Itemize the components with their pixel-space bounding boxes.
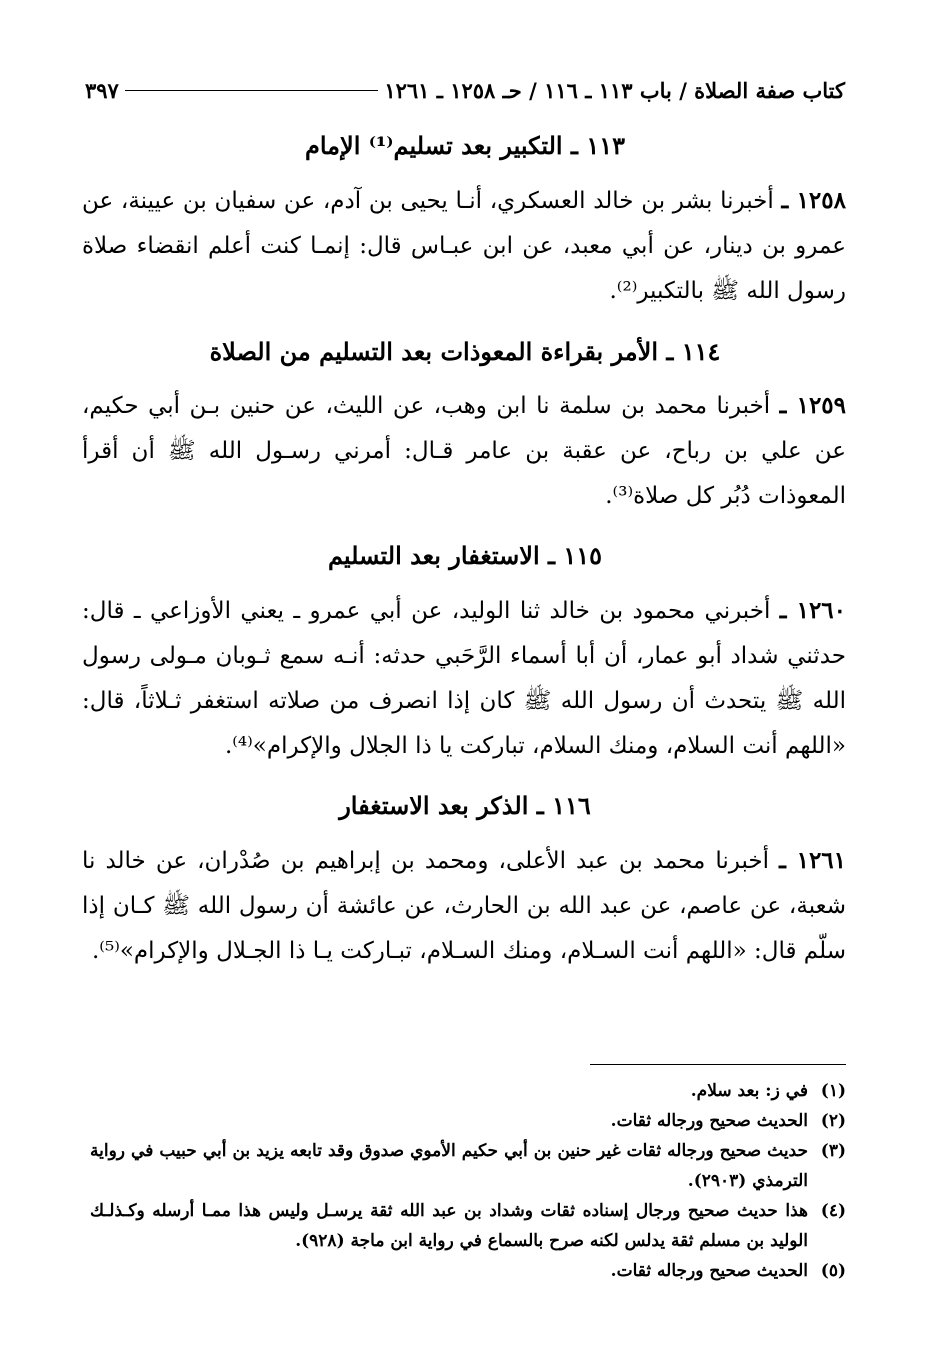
hadith-number: ١٢٦٠ ـ: [779, 597, 847, 624]
page-number: ٣٩٧: [85, 77, 119, 103]
header-rule: [125, 90, 378, 91]
hadith-text: أخبرني محمود بن خالد ثنا الوليد، عن أبي عمرو ـ يعني الأوزاعي ـ قال: حدثني شداد أبو عمار، أن أبا أسماء الرَّحَبي حدثه: أنـه سمع ثـوبان مـولى رسول الله ﷺ يتحدث أن رسول الله ﷺ كان إذا انصرف من صلاته استغفر ثـلاثاً، قال: «اللهم أنت السلام، ومنك السلام، تباركت يا ذا الجلال والإكرام»⁽⁴⁾.: [82, 598, 846, 759]
footnote-1: [90, 1076, 846, 1106]
footnote-number: (٤): [820, 1201, 846, 1221]
footnote-3: [90, 1136, 846, 1196]
hadith-text: أخبرنا محمد بن سلمة نا ابن وهب، عن الليث، عن حنين بـن أبي حكيم، عن علي بن رباح، عن عقبة بن عامر قـال: أمرني رسـول الله ﷺ أن أقرأ المعوذات دُبُر كل صلاة⁽³⁾.: [82, 393, 846, 509]
hadith-number: ١٢٥٨ ـ: [781, 187, 846, 214]
footnote-text: في ز: بعد سلام.: [690, 1081, 808, 1101]
hadith-1260: [82, 588, 846, 769]
hadith-1259: [82, 383, 846, 519]
footnote-text: الحديث صحيح ورجاله ثقات.: [610, 1111, 808, 1131]
footnote-4: [90, 1196, 846, 1256]
footnote-number: (٣): [820, 1141, 846, 1161]
hadith-number: ١٢٦١ ـ: [779, 847, 847, 874]
section-title-114: ١١٤ ـ الأمر بقراءة المعوذات بعد التسليم من الصلاة: [209, 337, 721, 366]
hadith-text: أخبرنا محمد بن عبد الأعلى، ومحمد بن إبراهيم بن صُدْران، عن خالد نا شعبة، عن عاصم، عن عبد الله بن الحارث، عن عائشة أن رسول الله ﷺ كـان إذا سلّم قال: «اللهم أنت السـلام، ومنك السـلام، تبـاركت يـا ذا الجـلال والإكرام»⁽⁵⁾.: [82, 848, 846, 964]
footnote-text: حديث صحيح ورجاله ثقات غير حنين بن أبي حكيم الأموي صدوق وقد تابعه يزيد بن أبي حبيب في رواية الترمذي (٢٩٠٣).: [90, 1141, 808, 1191]
section-title-116: ١١٦ ـ الذكر بعد الاستغفار: [339, 791, 591, 820]
section-title-113: ١١٣ ـ التكبير بعد تسليم⁽¹⁾ الإمام: [305, 131, 625, 160]
hadith-text: أخبرنا بشر بن خالد العسكري، أنـا يحيى بن آدم، عن سفيان بن عيينة، عن عمرو بن دينار، عن أبي معبد، عن ابن عبـاس قال: إنمـا كنت أعلم انقضاء صلاة رسول الله ﷺ بالتكبير⁽²⁾.: [82, 188, 846, 304]
footnote-text: هذا حديث صحيح ورجال إسناده ثقات وشداد بن عبد الله ثقة يرسـل وليس هذا ممـا أرسله وكـذلـك الوليد بن مسلم ثقة يدلس لكنه صرح بالسماع في رواية ابن ماجة (٩٢٨).: [90, 1201, 808, 1251]
footnote-number: (٥): [820, 1261, 846, 1281]
footnote-number: (٢): [820, 1111, 846, 1131]
hadith-number: ١٢٥٩ ـ: [779, 392, 847, 419]
running-header: [85, 72, 845, 108]
footnote-text: الحديث صحيح ورجاله ثقات.: [610, 1261, 808, 1281]
hadith-1261: [82, 838, 846, 974]
hadith-1258: [82, 178, 846, 314]
footnote-divider: [590, 1064, 846, 1065]
header-title: كتاب صفة الصلاة / باب ١١٣ ـ ١١٦ / حـ ١٢٥٨ ـ ١٢٦١: [384, 77, 845, 103]
footnote-2: [90, 1106, 846, 1136]
footnotes: [90, 1076, 846, 1286]
section-title-115: ١١٥ ـ الاستغفار بعد التسليم: [327, 541, 603, 570]
footnote-number: (١): [820, 1081, 846, 1101]
footnote-5: [90, 1256, 846, 1286]
